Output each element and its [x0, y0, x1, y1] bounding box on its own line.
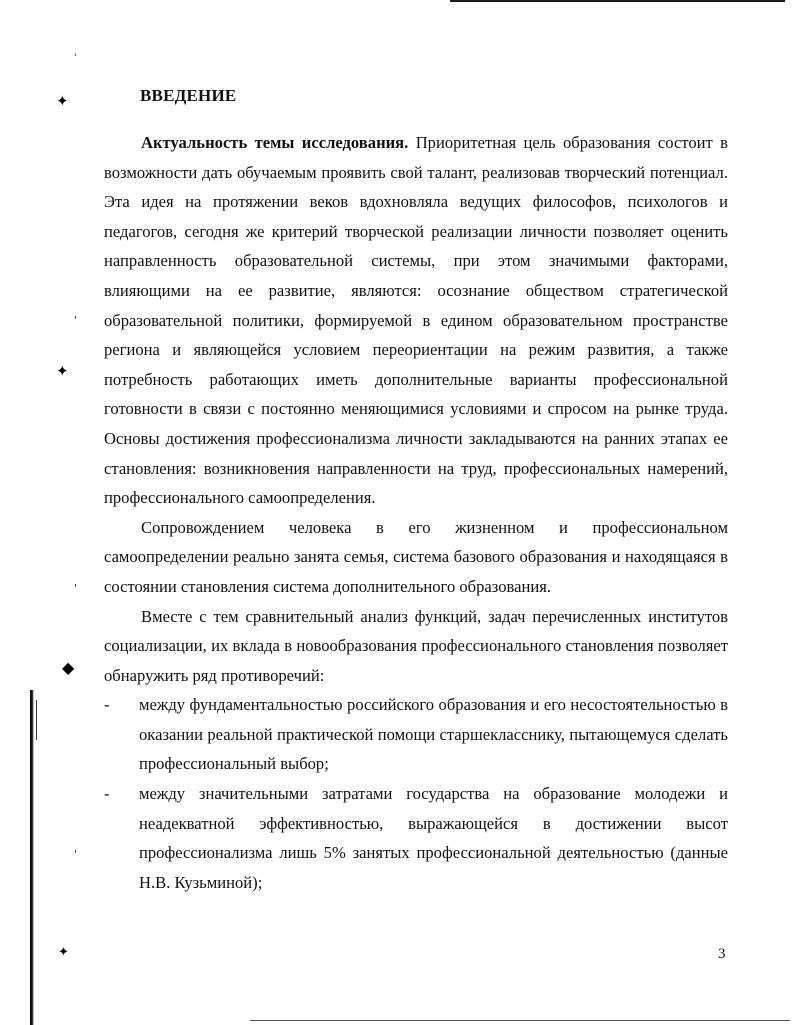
paragraph-relevance [104, 128, 728, 513]
list-dash: - [104, 695, 110, 715]
scan-binding-mark [36, 700, 37, 740]
paragraph-support: Сопровождением человека в его жизненном и профессиональном самоопределении реально занята семья, система базового образования и находящаяся в состоянии становления система дополнительного образования. [104, 517, 728, 596]
scan-binding-edge [30, 690, 34, 1025]
paragraph-contradictions-intro: Вместе с тем сравнительный анализ функций, задач перечисленных институтов социализации, их вклада в новообразования профессионального становления позволяет обнаружить ряд противоречий: [104, 606, 728, 685]
list-item-text: между значительными затратами государства на образование молодежи и неадекватной эффективностью, выражающейся в достижении высот профессионализма лишь 5% занятых профессиональной деятельностью (данные Н.В. Кузьминой); [139, 784, 728, 892]
body-text [104, 128, 728, 897]
list-dash: - [104, 784, 110, 804]
scan-speck: ꞌ [74, 53, 77, 63]
paragraph-text: Приоритетная цель образования состоит в возможности дать обучаемым проявить свой талант, реализовав творческий потенциал. Эта идея на протяжении веков вдохновляла ведущих философов, психологов и педагогов, сегодня же критерий творческой реализации личности позволяет оценить направленность образовательной системы, при этом значимыми факторами, влияющими на ее развитие, являются: осознание обществом стратегической образовательной политики, формируемой в едином образовательном пространстве региона и являющейся условием переориентации на режим развития, а также потребность работающих иметь дополнительные варианты профессиональной готовности в связи с постоянно меняющимися условиями и спросом на рынке труда. Основы достижения профессионализма личности закладываются на ранних этапах ее становления: возникновения направленности на труд, профессиональных намерений, профессионального самоопределения. [104, 133, 728, 508]
section-heading: ВВЕДЕНИЕ [140, 86, 237, 105]
paragraph-lead: Актуальность темы исследования. [141, 133, 409, 152]
scan-speck: ꞌ [74, 849, 77, 860]
list-item [104, 779, 728, 897]
scan-bottom-edge [250, 1020, 790, 1021]
scan-speck: ✦ [58, 945, 69, 960]
scan-speck: ꞌ [74, 315, 77, 326]
scan-top-edge [450, 0, 785, 2]
scan-speck: ꞌ [74, 583, 77, 594]
list-item-text: между фундаментальностью российского образования и его несостоятельностью в оказании реальной практической помощи старшекласснику, пытающемуся сделать профессиональный выбор; [139, 695, 728, 774]
contradictions-list [104, 690, 728, 897]
scan-speck: ◆ [62, 658, 75, 677]
scan-speck: ✦ [56, 92, 69, 110]
page-number: 3 [718, 946, 726, 962]
scan-speck: ✦ [56, 362, 69, 380]
list-item [104, 690, 728, 779]
